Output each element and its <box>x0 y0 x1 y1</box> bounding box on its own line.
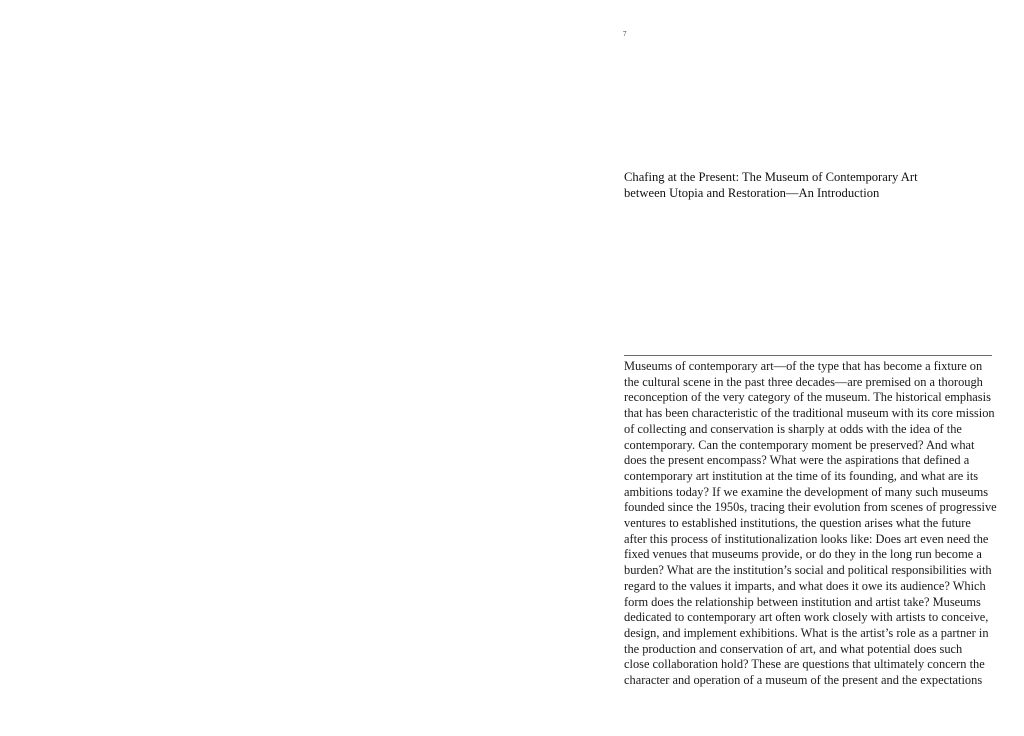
body-line: the cultural scene in the past three decades—are premised on a thorough <box>624 374 983 389</box>
body-line: form does the relationship between institution and artist take? Museums <box>624 594 981 609</box>
body-line: contemporary art institution at the time of its founding, and what are its <box>624 468 979 483</box>
chapter-title <box>624 169 1004 201</box>
body-line: regard to the values it imparts, and what does it owe its audience? Which <box>624 578 986 593</box>
body-line: reconception of the very category of the museum. The historical emphasis <box>624 390 991 405</box>
body-paragraph <box>624 359 1004 689</box>
body-line: of collecting and conservation is sharply at odds with the idea of the <box>624 421 962 436</box>
chapter-title-line: between Utopia and Restoration—An Introduction <box>624 186 880 200</box>
body-line: that has been characteristic of the traditional museum with its core mission <box>624 406 995 421</box>
body-line: does the present encompass? What were the aspirations that defined a <box>624 453 970 468</box>
body-line: design, and implement exhibitions. What is the artist’s role as a partner in <box>624 625 989 640</box>
body-line: dedicated to contemporary art often work closely with artists to conceive, <box>624 610 989 625</box>
chapter-title-line: Chafing at the Present: The Museum of Contemporary Art <box>624 170 918 184</box>
body-line: after this process of institutionalization looks like: Does art even need the <box>624 531 989 546</box>
body-line: ambitions today? If we examine the development of many such museums <box>624 484 989 499</box>
body-line: fixed venues that museums provide, or do they in the long run become a <box>624 547 982 562</box>
body-line: character and operation of a museum of the present and the expectations <box>624 673 983 688</box>
body-line: founded since the 1950s, tracing their evolution from scenes of progressive <box>624 500 997 515</box>
page-number: 7 <box>623 30 627 38</box>
body-line: close collaboration hold? These are questions that ultimately concern the <box>624 657 985 672</box>
body-line: burden? What are the institution’s social and political responsibilities with <box>624 563 992 578</box>
body-line: ventures to established institutions, the question arises what the future <box>624 516 971 531</box>
body-line: Museums of contemporary art—of the type that has become a fixture on <box>624 359 983 373</box>
body-line: the production and conservation of art, and what potential does such <box>624 641 963 656</box>
section-divider <box>624 355 992 356</box>
body-line: contemporary. Can the contemporary moment be preserved? And what <box>624 437 975 452</box>
